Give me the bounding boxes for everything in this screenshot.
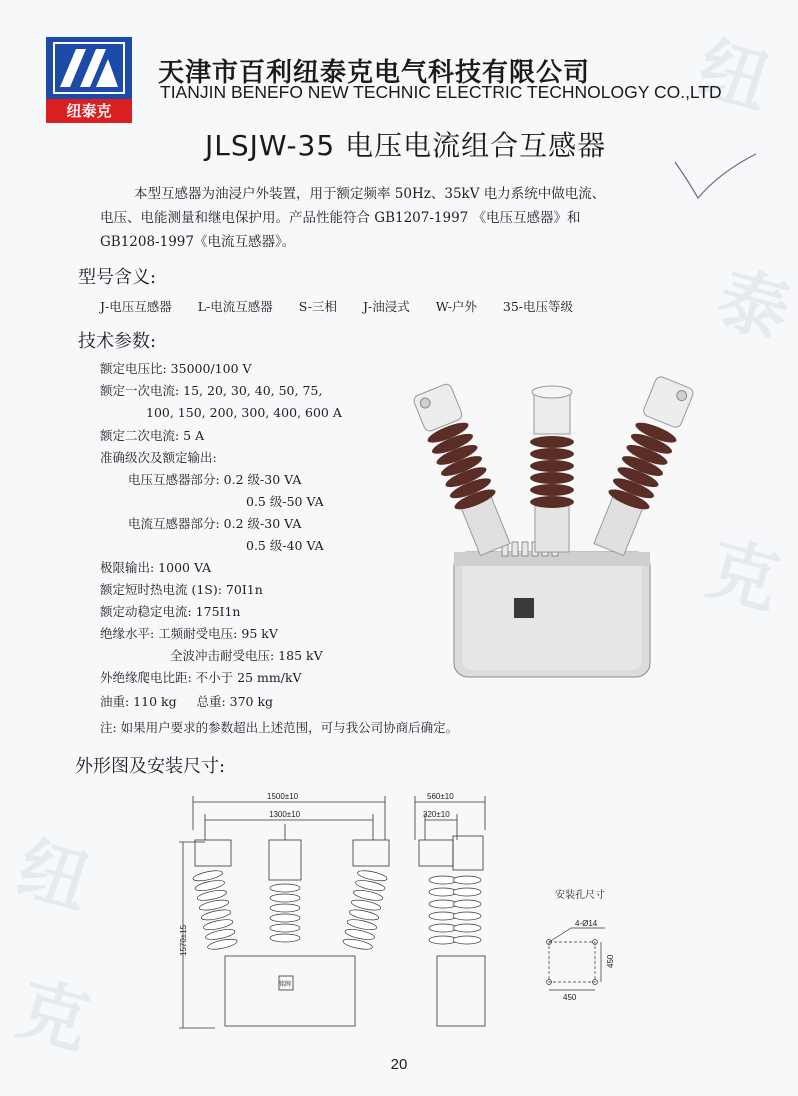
spec-vt-part: 电压互感器部分: 0.2 级-30 VA [128, 472, 302, 487]
spec-weight: 油重: 110 kg 总重: 370 kg [100, 694, 274, 709]
tech-params-heading: 技术参数: [78, 331, 157, 352]
model-item: 35-电压等级 [502, 299, 574, 314]
model-item: J-油浸式 [362, 299, 410, 314]
holes-height: 450 [606, 954, 615, 968]
model-item: W-户外 [435, 299, 477, 314]
product-photo [392, 352, 712, 692]
model-meaning-list [100, 297, 595, 315]
spec-dynamic-current: 额定动稳定电流: 175I1n [100, 604, 241, 619]
mounting-holes-drawing [535, 880, 635, 1010]
spec-limit-output: 极限输出: 1000 VA [100, 560, 212, 575]
logo-text: 纽泰克 [46, 99, 132, 123]
model-meaning-heading: 型号含义: [78, 267, 157, 288]
watermark-mark: 泰 [709, 257, 798, 355]
company-logo [46, 37, 132, 123]
dim-height: 1570±15 [179, 924, 188, 956]
spec-ct-part: 电流互感器部分: 0.2 级-30 VA [128, 516, 302, 531]
spec-vt-part-2: 0.5 级-50 VA [246, 494, 324, 509]
dim-side-inner: 320±10 [423, 810, 450, 819]
spec-primary-current: 额定一次电流: 15, 20, 30, 40, 50, 75, [100, 383, 323, 398]
model-item: J-电压互感器 [100, 299, 172, 314]
watermark-mark: 纽 [9, 827, 98, 925]
spec-impulse: 全波冲击耐受电压: 185 kV [170, 648, 323, 663]
spec-thermal-current: 额定短时热电流 (1S): 70I1n [100, 582, 263, 597]
intro-line: GB1208-1997《电流互感器》。 [100, 234, 296, 250]
drawing-heading: 外形图及安装尺寸: [75, 756, 226, 777]
dim-width-inner: 1300±10 [269, 810, 301, 819]
watermark-mark: 克 [9, 967, 98, 1065]
spec-accuracy-heading: 准确级次及额定输出: [100, 450, 217, 465]
intro-line: 本型互感器为油浸户外装置，用于额定频率 50Hz、35kV 电力系统中做电流、 [134, 186, 606, 202]
spec-primary-current-cont: 100, 150, 200, 300, 400, 600 A [146, 405, 342, 420]
model-item: L-电流互感器 [197, 299, 273, 314]
spec-insulation: 绝缘水平: 工频耐受电压: 95 kV [100, 626, 278, 641]
model-item: S-三相 [298, 299, 337, 314]
spec-voltage-ratio: 额定电压比: 35000/100 V [100, 361, 252, 376]
watermark-mark: 纽 [689, 27, 778, 125]
holes-spec: 4-Ø14 [575, 919, 598, 928]
dim-width-outer: 1500±10 [267, 792, 299, 801]
holes-title: 安装孔尺寸 [555, 890, 605, 901]
intro-paragraph [100, 182, 690, 254]
dim-side-outer: 560±10 [427, 792, 454, 801]
company-name-cn: 天津市百利纽泰克电气科技有限公司 [158, 58, 591, 88]
company-name-en: TIANJIN BENEFO NEW TECHNIC ELECTRIC TECHNOLOGY CO.,LTD [160, 82, 722, 102]
spec-ct-part-2: 0.5 级-40 VA [246, 538, 324, 553]
spec-secondary-current: 额定二次电流: 5 A [100, 428, 205, 443]
spec-creepage: 外绝缘爬电比距: 不小于 25 mm/kV [100, 670, 302, 685]
page-number: 20 [390, 1056, 408, 1073]
product-title: JLSJW-35 电压电流组合互感器 [205, 129, 607, 162]
logo-emblem-icon [46, 37, 132, 99]
holes-width: 450 [563, 993, 577, 1002]
nameplate-label: 铭牌 [279, 982, 292, 988]
intro-line: 电压、电能测量和继电保护用。产品性能符合 GB1207-1997 《电压互感器》和 [100, 210, 581, 226]
watermark-mark: 克 [699, 527, 788, 625]
spec-note: 注: 如果用户要求的参数超出上述范围，可与我公司协商后确定。 [100, 720, 459, 735]
